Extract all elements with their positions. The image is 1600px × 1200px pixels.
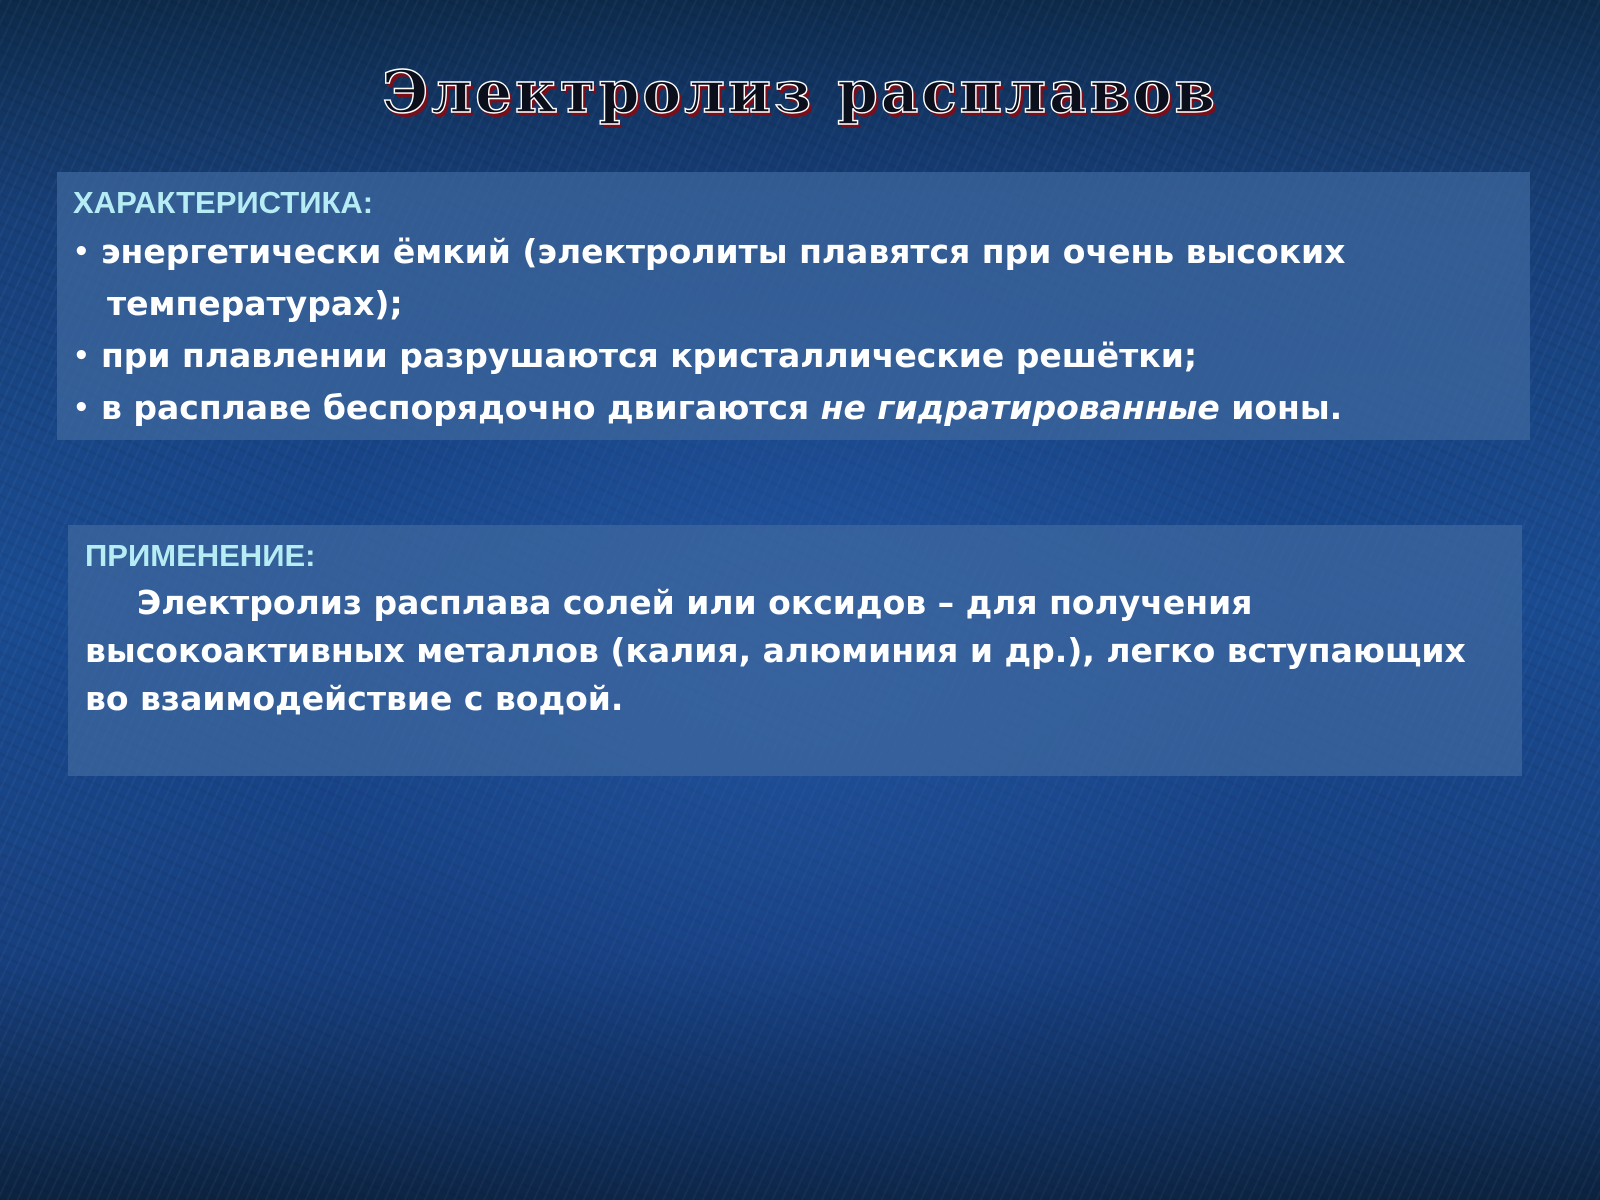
slide-title: Электролиз расплавов [382, 58, 1218, 126]
list-item [73, 226, 1514, 330]
bullet-text: энергетически ёмкий (электролиты плавятся при очень высоких [101, 232, 1346, 271]
list-item [73, 382, 1514, 434]
characteristics-panel [57, 172, 1530, 440]
application-panel [68, 525, 1522, 776]
characteristics-list [73, 226, 1514, 434]
application-text: Электролиз расплава солей или оксидов – для получения высокоактивных металлов (калия, алюминия и др.), легко вступающих во взаимодействие с водой. [85, 583, 1466, 718]
bullet-text-end: ионы. [1219, 388, 1343, 427]
bullet-text-continuation: температурах); [107, 284, 403, 323]
italic-emphasis: не гидратированные [820, 388, 1220, 427]
application-heading: ПРИМЕНЕНИЕ: [85, 538, 316, 573]
list-item [73, 330, 1514, 382]
bullet-text: при плавлении разрушаются кристаллические решётки; [101, 336, 1198, 375]
characteristics-heading: ХАРАКТЕРИСТИКА: [73, 185, 374, 220]
bullet-text: в расплаве беспорядочно двигаются [101, 388, 821, 427]
